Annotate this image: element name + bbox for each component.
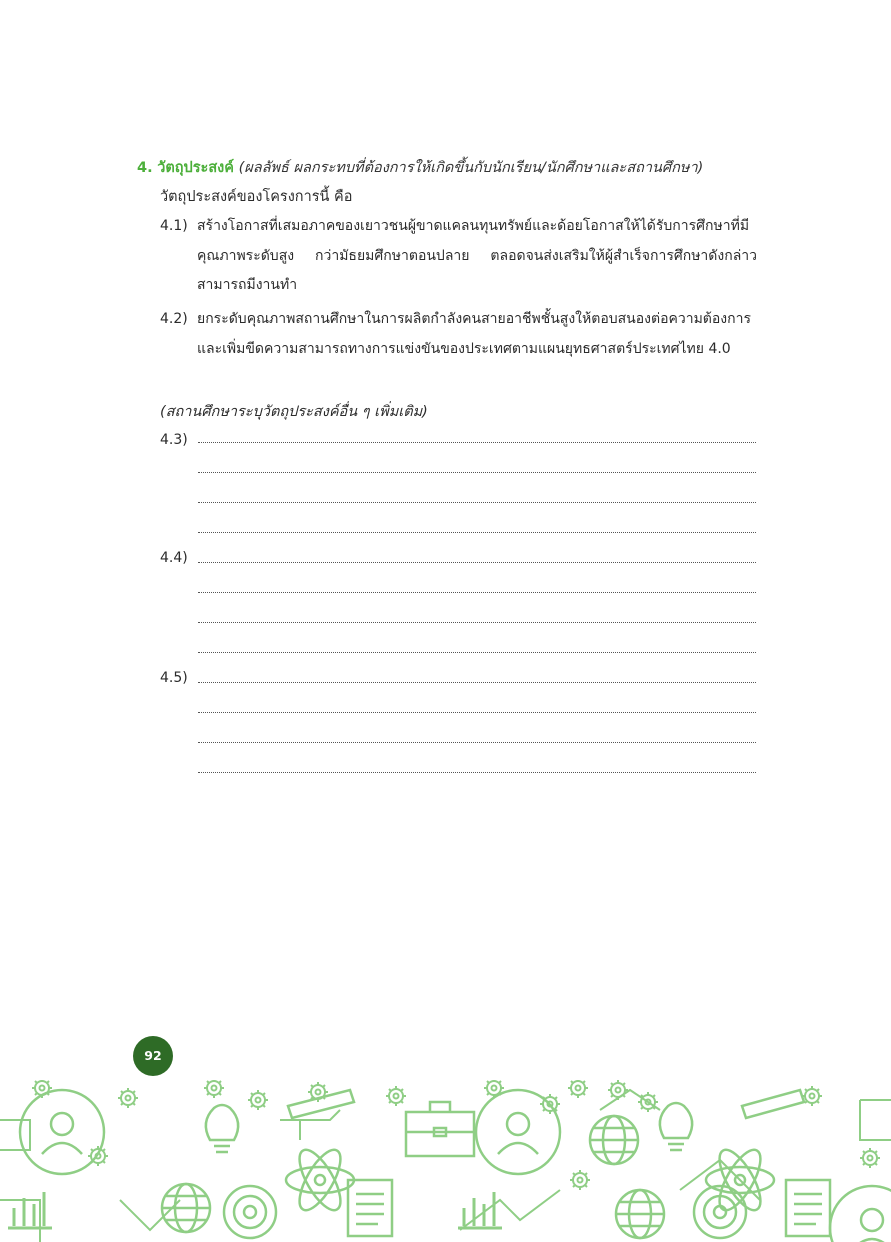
- objective-text: สร้างโอกาสที่เสมอภาคของเยาวชนผู้ขาดแคลนทุนทรัพย์และด้อยโอกาสให้ได้รับการศึกษาที่มีคุณภาพระดับสูง กว่ามัธยมศึกษาตอนปลาย ตลอดจนส่งเสริมให้ผู้สำเร็จการศึกษาดังกล่าว สามารถมีงานทำ: [197, 218, 757, 293]
- fill-line[interactable]: [198, 682, 756, 683]
- intro-text: วัตถุประสงค์ของโครงการนี้ คือ: [160, 189, 353, 205]
- fill-line[interactable]: [198, 622, 756, 623]
- objective-number: 4.2): [160, 311, 188, 327]
- fill-line[interactable]: [198, 592, 756, 593]
- additional-note: (สถานศึกษาระบุวัตถุประสงค์อื่น ๆ เพิ่มเติม): [160, 404, 428, 420]
- fill-line[interactable]: [198, 742, 756, 743]
- objective-number: 4.4): [160, 550, 188, 566]
- fill-line[interactable]: [198, 442, 756, 443]
- fill-line[interactable]: [198, 502, 756, 503]
- fill-line[interactable]: [198, 562, 756, 563]
- objective-item: [160, 212, 760, 302]
- section-heading: [137, 156, 703, 180]
- objective-number: 4.1): [160, 218, 188, 234]
- fill-line[interactable]: [198, 532, 756, 533]
- fill-line[interactable]: [198, 772, 756, 773]
- decorative-icon-footer: [0, 1080, 891, 1242]
- fill-line[interactable]: [198, 652, 756, 653]
- section-subtitle: (ผลลัพธ์ ผลกระทบที่ต้องการให้เกิดขึ้นกับนักเรียน/นักศึกษาและสถานศึกษา): [238, 160, 704, 176]
- objective-item: [160, 305, 760, 395]
- section-number: 4.: [137, 160, 153, 176]
- objective-number: 4.3): [160, 432, 188, 448]
- fill-line[interactable]: [198, 472, 756, 473]
- objective-text: ยกระดับคุณภาพสถานศึกษาในการผลิตกำลังคนสายอาชีพชั้นสูงให้ตอบสนองต่อความต้องการและเพิ่มขีดความสามารถทางการแข่งขันของประเทศตามแผนยุทธศาสตร์ประเทศไทย 4.0: [197, 311, 751, 357]
- objective-number: 4.5): [160, 670, 188, 686]
- fill-line[interactable]: [198, 712, 756, 713]
- section-title: วัตถุประสงค์: [157, 160, 234, 176]
- page-number-badge: 92: [133, 1036, 173, 1076]
